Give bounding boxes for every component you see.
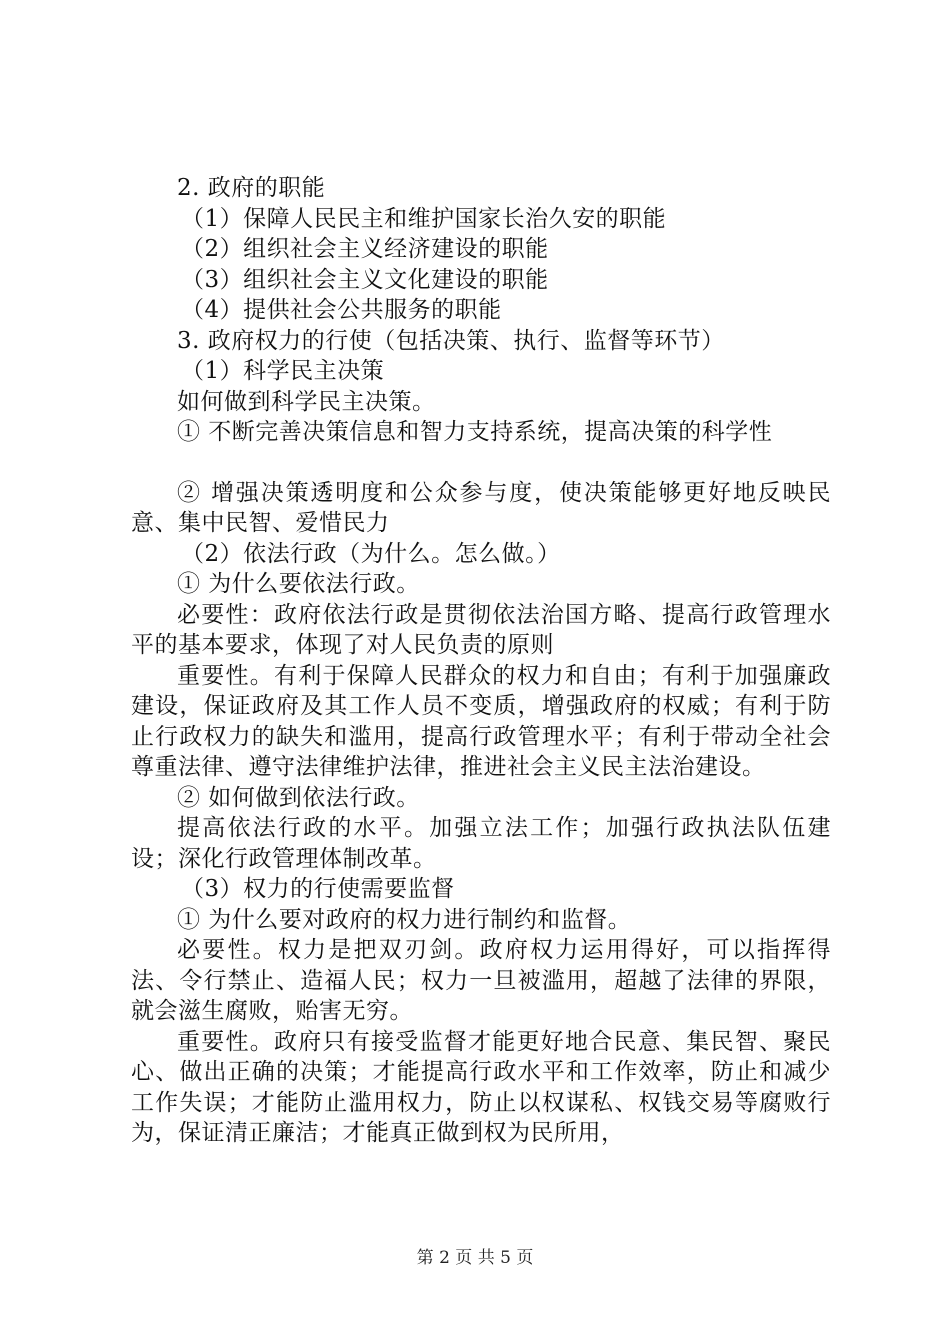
- point-law-how: ② 如何做到依法行政。: [177, 784, 420, 811]
- blank-gap: [131, 448, 831, 478]
- list-item-function-3: （3）组织社会主义文化建设的职能: [181, 266, 549, 293]
- page-footer: 第 2 页 共 5 页: [416, 1248, 534, 1268]
- paragraph-law-how: 提高依法行政的水平。加强立法工作；加强行政执法队伍建设；深化行政管理体制改革。: [131, 815, 831, 872]
- paragraph-law-necessity: 必要性：政府依法行政是贯彻依法治国方略、提高行政管理水平的基本要求，体现了对人民负责的原则: [131, 601, 831, 658]
- paragraph-supervision-importance: 重要性。政府只有接受监督才能更好地合民意、集民智、聚民心、做出正确的决策；才能提高行政水平和工作效率，防止和减少工作失误；才能防止滥用权力，防止以权谋私、权钱交易等腐败行为，保证清正廉洁；才能真正做到权为民所用，: [131, 1028, 831, 1146]
- list-item-function-1: （1）保障人民民主和维护国家长治久安的职能: [181, 205, 667, 232]
- paragraph-law-importance: 重要性。有利于保障人民群众的权力和自由；有利于加强廉政建设，保证政府及其工作人员不变质，增强政府的权威；有利于防止行政权力的缺失和滥用，提高行政管理水平；有利于带动全社会尊重法律、遵守法律维护法律，推进社会主义民主法治建设。: [131, 662, 831, 780]
- subsection-heading-law: （2）依法行政（为什么。怎么做。）: [181, 540, 561, 567]
- point-decision-2: ② 增强决策透明度和公众参与度，使决策能够更好地反映民意、集中民智、爱惜民力: [131, 479, 831, 536]
- paragraph-supervision-necessity: 必要性。权力是把双刃剑。政府权力运用得好，可以指挥得法、令行禁止、造福人民；权力一旦被滥用，超越了法律的界限，就会滋生腐败，贻害无穷。: [131, 937, 831, 1024]
- list-item-function-4: （4）提供社会公共服务的职能: [181, 297, 502, 323]
- point-law-why: ① 为什么要依法行政。: [177, 571, 420, 597]
- subsection-heading-decision: （1）科学民主决策: [181, 358, 385, 384]
- list-item-function-2: （2）组织社会主义经济建设的职能: [181, 236, 549, 262]
- question-decision: 如何做到科学民主决策。: [177, 388, 436, 415]
- document-body: [131, 173, 831, 1149]
- point-decision-1: ① 不断完善决策信息和智力支持系统，提高决策的科学性: [177, 419, 773, 445]
- section-heading-functions: 2. 政府的职能: [177, 175, 326, 201]
- section-heading-power-exercise: 3. 政府权力的行使（包括决策、执行、监督等环节）: [177, 327, 725, 354]
- subsection-heading-supervision: （3）权力的行使需要监督: [181, 876, 455, 902]
- point-supervision-why: ① 为什么要对政府的权力进行制约和监督。: [177, 906, 632, 933]
